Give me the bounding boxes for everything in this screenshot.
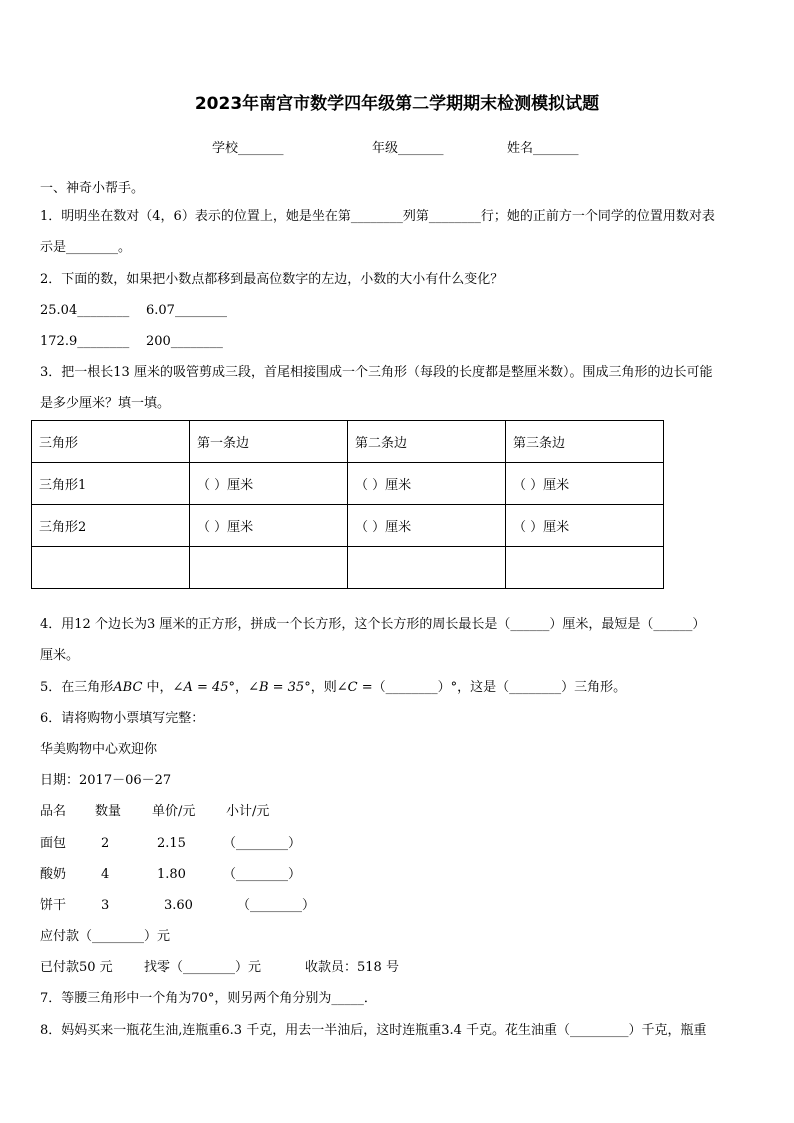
table-header: 第一条边 bbox=[190, 421, 348, 463]
receipt-cashier: 收款员：518 号 bbox=[305, 960, 399, 975]
q2-item-1: 25.04________ bbox=[40, 303, 130, 318]
q5-separator: ， bbox=[235, 680, 249, 695]
receipt-paid: 已付款50 元 bbox=[40, 960, 113, 975]
receipt-item-subtotal[interactable]: （________） bbox=[237, 898, 316, 913]
receipt-item-price: 1.80 bbox=[157, 867, 186, 882]
receipt-due[interactable]: 应付款（________）元 bbox=[40, 929, 171, 944]
q5-suffix: （________）°，这是（________）三角形。 bbox=[372, 680, 627, 695]
question-3-line2: 是多少厘米？填一填。 bbox=[40, 396, 171, 411]
table-row bbox=[32, 463, 664, 505]
receipt-store: 华美购物中心欢迎你 bbox=[40, 742, 158, 757]
table-cell[interactable]: （ ）厘米 bbox=[506, 505, 664, 547]
table-header: 三角形 bbox=[32, 421, 190, 463]
table-cell: 三角形1 bbox=[32, 463, 190, 505]
receipt-item-qty: 2 bbox=[101, 836, 110, 851]
receipt-item-name: 酸奶 bbox=[40, 867, 67, 882]
question-8: 8．妈妈买来一瓶花生油,连瓶重6.3 千克，用去一半油后，这时连瓶重3.4 千克。花生油重（_________）千克，瓶重 bbox=[40, 1023, 707, 1038]
table-cell[interactable]: （ ）厘米 bbox=[348, 505, 506, 547]
receipt-header: 小计/元 bbox=[226, 804, 270, 819]
table-header-row bbox=[32, 421, 664, 463]
question-5 bbox=[40, 680, 626, 696]
receipt-item-price: 2.15 bbox=[157, 836, 186, 851]
table-cell[interactable] bbox=[506, 547, 664, 589]
receipt-change[interactable]: 找零（________）元 bbox=[144, 960, 262, 975]
page-title: 2023年南宫市数学四年级第二学期期末检测模拟试题 bbox=[194, 94, 600, 114]
receipt-header: 品名 bbox=[40, 804, 67, 819]
question-2: 2．下面的数，如果把小数点都移到最高位数字的左边，小数的大小有什么变化？ bbox=[40, 272, 504, 287]
receipt-item-qty: 3 bbox=[101, 898, 110, 913]
question-1-line2: 示是________。 bbox=[40, 240, 132, 255]
receipt-date: 日期：2017－06－27 bbox=[40, 773, 172, 788]
q2-item-4: 200________ bbox=[146, 334, 223, 349]
table-cell[interactable] bbox=[348, 547, 506, 589]
receipt-header: 单价/元 bbox=[152, 804, 196, 819]
question-3-line1: 3．把一根长13 厘米的吸管剪成三段，首尾相接围成一个三角形（每段的长度都是整厘米数）。围成三角形的边长可能 bbox=[40, 365, 713, 380]
question-6: 6．请将购物小票填写完整： bbox=[40, 711, 205, 726]
receipt-item-qty: 4 bbox=[101, 867, 110, 882]
table-cell: 三角形2 bbox=[32, 505, 190, 547]
question-1-line1: 1．明明坐在数对（4，6）表示的位置上，她是坐在第________列第________行；她的正前方一个同学的位置用数对表 bbox=[40, 209, 715, 224]
question-4-line2: 厘米。 bbox=[40, 648, 80, 663]
table-cell[interactable] bbox=[32, 547, 190, 589]
section-heading: 一、神奇小帮手。 bbox=[40, 181, 145, 196]
question-7: 7．等腰三角形中一个角为70°，则另两个角分别为_____． bbox=[40, 991, 377, 1006]
table-header: 第二条边 bbox=[348, 421, 506, 463]
q5-triangle-abc: ABC bbox=[113, 680, 143, 695]
name-field[interactable]: 姓名_______ bbox=[507, 141, 579, 156]
grade-field[interactable]: 年级_______ bbox=[372, 141, 444, 156]
q5-angle-c: ∠C = bbox=[336, 680, 373, 695]
receipt-item-name: 面包 bbox=[40, 836, 67, 851]
table-cell[interactable]: （ ）厘米 bbox=[506, 463, 664, 505]
table-header: 第三条边 bbox=[506, 421, 664, 463]
receipt-item-subtotal[interactable]: （________） bbox=[223, 836, 302, 851]
q2-item-2: 6.07________ bbox=[146, 303, 227, 318]
table-cell[interactable] bbox=[190, 547, 348, 589]
table-row bbox=[32, 547, 664, 589]
q5-angle-b: ∠B = 35° bbox=[248, 680, 311, 695]
q5-prefix: 5．在三角形 bbox=[40, 680, 114, 695]
receipt-item-subtotal[interactable]: （________） bbox=[223, 867, 302, 882]
receipt-item-name: 饼干 bbox=[40, 898, 67, 913]
table-row bbox=[32, 505, 664, 547]
table-cell[interactable]: （ ）厘米 bbox=[348, 463, 506, 505]
q5-text: ，则 bbox=[310, 680, 337, 695]
question-4-line1: 4．用12 个边长为3 厘米的正方形，拼成一个长方形，这个长方形的周长最长是（______）厘米，最短是（______） bbox=[40, 617, 706, 632]
table-cell[interactable]: （ ）厘米 bbox=[190, 463, 348, 505]
school-field[interactable]: 学校_______ bbox=[212, 141, 284, 156]
q5-angle-a: ∠A = 45° bbox=[172, 680, 236, 695]
table-cell[interactable]: （ ）厘米 bbox=[190, 505, 348, 547]
triangle-table bbox=[31, 420, 664, 589]
q2-item-3: 172.9________ bbox=[40, 334, 130, 349]
receipt-item-price: 3.60 bbox=[164, 898, 193, 913]
receipt-header: 数量 bbox=[95, 804, 122, 819]
q5-text: 中， bbox=[142, 680, 173, 695]
